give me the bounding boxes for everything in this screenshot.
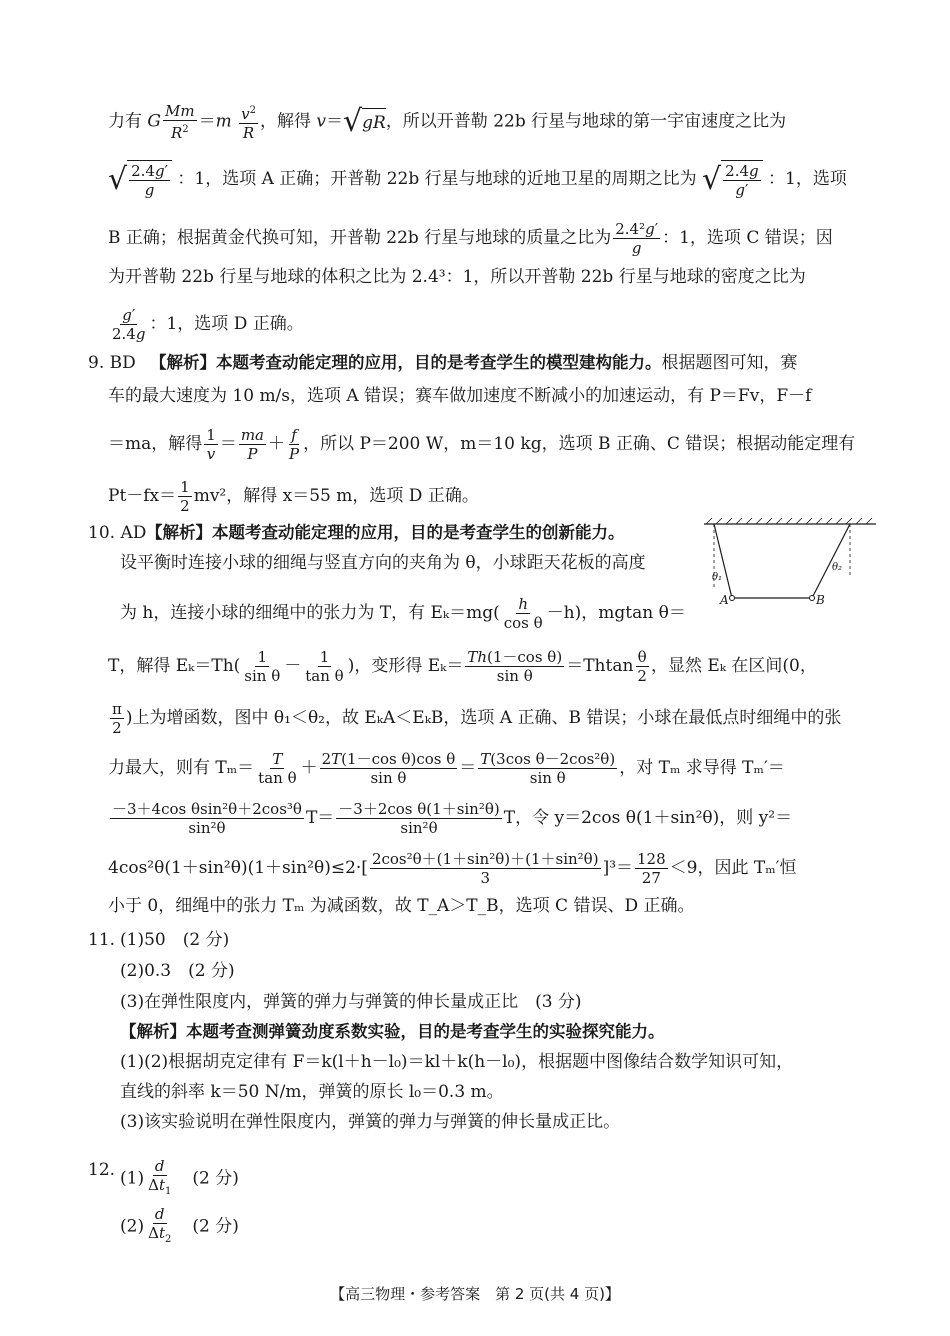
q11-explain-3: (3)该实验说明在弹性限度内，弹簧的弹力与弹簧的伸长量成正比。 <box>120 1112 621 1132</box>
right-string <box>812 524 850 598</box>
q10-line-3: 为 h，连接小球的细绳中的张力为 T，有 Eₖ＝mg( $\frac{h}{\text{cos θ}}$ －h)，mgtan θ＝ <box>120 595 686 632</box>
left-string <box>714 524 732 598</box>
q12-answer-2: (2) $\frac{d}{\Delta t_2}$ (2 分) <box>120 1205 239 1245</box>
q11-answer-3: (3)在弹性限度内，弹簧的弹力与弹簧的伸长量成正比 (3 分) <box>120 992 582 1012</box>
q11-answer-2: (2)0.3 (2 分) <box>120 961 235 981</box>
theta2-label: θ₂ <box>832 562 843 573</box>
q10-line-2: 设平衡时连接小球的细绳与竖直方向的夹角为 θ，小球距天花板的高度 <box>120 553 646 573</box>
pendulum-diagram <box>700 518 880 608</box>
q10-number: 10. AD <box>88 523 147 543</box>
ball-a <box>730 596 735 601</box>
label-a: A <box>720 593 729 607</box>
q10-line-7: $\frac{\text{－3＋4cos θsin²θ＋2cos³θ}}{\text{sin²θ}}$ T＝ $\frac{\text{－3＋2cos θ(1＋sin²θ)}}{\text{sin²θ}}$ T，令 y＝2cos θ(1＋sin²θ)，则 y²＝ <box>112 800 793 837</box>
page-footer: 【高三物理・参考答案 第 2 页(共 4 页)】 <box>330 1285 620 1303</box>
q9-line-1: 【解析】本题考查动能定理的应用，目的是考查学生的模型建构能力。根据题图可知，赛 <box>150 353 798 373</box>
q11-explain-1: (1)(2)根据胡克定律有 F＝k(l＋h－l₀)＝kl＋k(h－l₀)，根据题中图像结合数学知识可知， <box>120 1052 794 1072</box>
q12-answer-1: (1) $\frac{d}{\Delta t_1}$ (2 分) <box>120 1157 239 1197</box>
q11-answer-1: (1)50 (2 分) <box>120 930 230 950</box>
label-b: B <box>816 593 825 607</box>
q12-number: 12. <box>88 1160 116 1180</box>
ceiling-hatching <box>706 518 872 524</box>
q11-number: 11. <box>88 930 116 950</box>
p8-line-3: B 正确；根据黄金代换可知，开普勒 22b 行星与地球的质量之比为 $\frac{\text{2.4²g′}}{g}$ ：1，选项 C 错误；因 <box>108 220 833 257</box>
q10-line-4: T，解得 Eₖ＝Th( $\frac{1}{\text{sin θ}}$ － $\frac{1}{\text{tan θ}}$ )，变形得 Eₖ＝ $\frac{\text{Th(1－cos θ)}}{\text{sin θ}}$ ＝Thtan $\frac{\theta}{2}$ ，显然 Eₖ 在区间(0， <box>108 648 817 685</box>
q11-explain-2: 直线的斜率 k＝50 N/m，弹簧的原长 l₀＝0.3 m。 <box>120 1082 504 1102</box>
q11-analysis-tag: 【解析】本题考查测弹簧劲度系数实验，目的是考查学生的实验探究能力。 <box>120 1022 665 1041</box>
q10-line-1: 【解析】本题考查动能定理的应用，目的是考查学生的创新能力。 <box>146 523 625 542</box>
q9-number: 9. BD <box>88 353 136 373</box>
q10-line-9: 小于 0，细绳中的张力 Tₘ 为减函数，故 T_A＞T_B，选项 C 错误、D 正确。 <box>108 896 695 916</box>
p8-line-2: √ $\frac{2.4g'}{g}$ ：1，选项 A 正确；开普勒 22b 行星与地球的近地卫星的周期之比为 √ $\frac{2.4g}{g'}$ ：1，选项 <box>108 161 847 199</box>
q9-line-3: ＝ma，解得 $\frac{1}{v}$ ＝ $\frac{ma}{P}$ ＋ $\frac{f}{P}$ ，所以 P＝200 W，m＝10 kg，选项 B 正确、C 错误；根据动能定理有 <box>108 426 856 463</box>
q10-line-8: 4cos²θ(1＋sin²θ)(1＋sin²θ)≤2·[ $\frac{\text{2cos²θ＋(1＋sin²θ)＋(1＋sin²θ)}}{3}$ ]³＝ $\frac{128}{27}$ ＜9，因此 Tₘ′恒 <box>108 850 797 887</box>
p8-line-1: 力有 G $\frac{Mm}{R^2}$ ＝m $\frac{v^2}{R}$ ，解得 v＝ √ gR ，所以开普勒 22b 行星与地球的第一宇宙速度之比为 <box>108 102 787 142</box>
ball-b <box>810 596 815 601</box>
q10-line-6: 力最大，则有 Tₘ＝ $\frac{T}{\text{tan θ}}$ ＋ $\frac{\text{2T(1－cos θ)cos θ}}{\text{sin θ}}$ ＝ $\frac{\text{T(3cos θ－2cos²θ)}}{\text{sin θ}}$ ，对 Tₘ 求导得 Tₘ′＝ <box>108 750 785 787</box>
q9-line-4: Pt－fx＝ $\frac{1}{2}$ mv²，解得 x＝55 m，选项 D 正确。 <box>108 478 479 515</box>
theta1-label: θ₁ <box>712 572 723 583</box>
q10-line-5: $\frac{\pi}{2}$ )上为增函数，图中 θ₁＜θ₂，故 EₖA＜EₖB，选项 A 正确、B 错误；小球在最低点时细绳中的张 <box>112 700 842 737</box>
p8-line-5: $\frac{g'}{2.4g}$ ：1，选项 D 正确。 <box>112 306 304 343</box>
q9-line-2: 车的最大速度为 10 m/s，选项 A 错误；赛车做加速度不断减小的加速运动，有 P＝Fv，F－f <box>108 386 812 406</box>
p8-line-4: 为开普勒 22b 行星与地球的体积之比为 2.4³：1，所以开普勒 22b 行星与地球的密度之比为 <box>108 267 806 287</box>
